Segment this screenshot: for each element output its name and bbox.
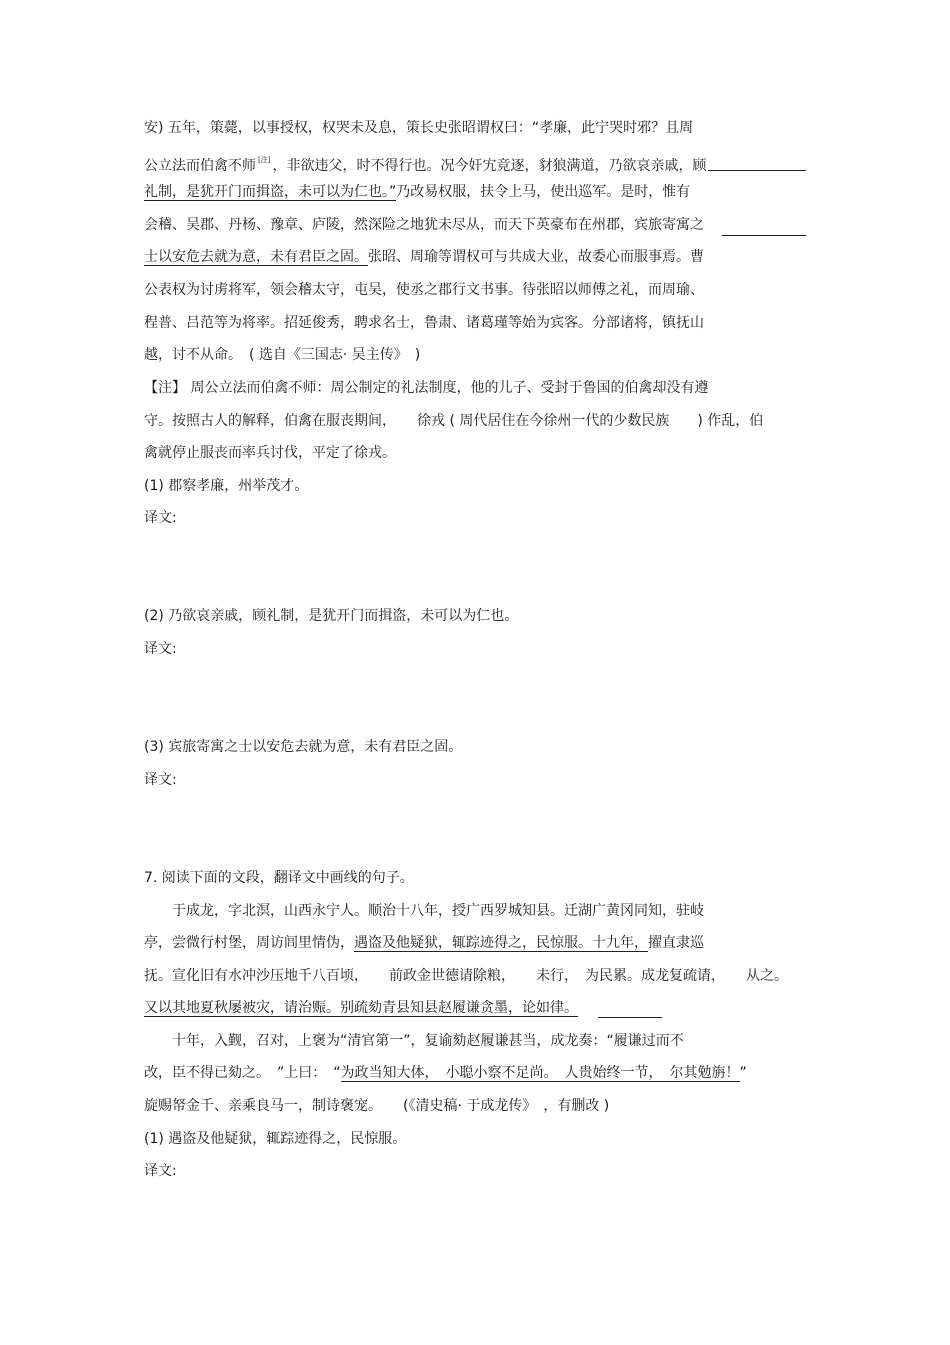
passage7-line-1: 于成龙，字北溟，山西永宁人。顺治十八年，授广西罗城知县。迁湖广黄冈同知，驻岐: [172, 903, 704, 919]
passage7-line-2: [144, 934, 704, 952]
passage7-line-4: [144, 999, 578, 1017]
underlined-text: 又以其地夏秋屡被灾，请治赈。别疏劾青县知县赵履谦贪墨，论如律。: [144, 1000, 578, 1016]
underline-rule: [722, 235, 806, 236]
passage-line-5: [144, 248, 704, 266]
passage-line-3: [144, 183, 690, 201]
underlined-text: 遇盗及他疑狱，辄踪迹得之，民惊服。: [354, 935, 592, 951]
passage7-line-3: 抚。宣化旧有水冲沙压地千八百顷， 前政金世德请除粮， 未行， 为民累。成龙复疏请， 从之。: [144, 968, 788, 984]
note-line-1: 【注】 周公立法而伯禽不师：周公制定的礼法制度，他的儿子、受封于鲁国的伯禽却没有遵: [144, 380, 709, 396]
underlined-text: 士以安危去就为意，未有君臣之固。: [144, 249, 368, 265]
answer-label: 译文:: [144, 1163, 177, 1179]
passage7-line-6: [144, 1064, 747, 1082]
underlined-text: 宾旅寄寓之: [634, 217, 704, 233]
passage7-line-7: 旋赐帑金千、亲乘良马一，制诗褒宠。 (《清史稿· 于成龙传》 ，有删改 ): [144, 1098, 610, 1114]
answer-label: 译文:: [144, 510, 177, 526]
underlined-text: 为政当知大体， 小聪小察不足尚。 人贵始终一节， 尔其勉旃！: [340, 1065, 740, 1081]
underlined-text: 十九年，: [592, 935, 648, 951]
passage-text: 擢直隶巡: [648, 935, 704, 951]
note-line-2: 守。按照古人的解释，伯禽在服丧期间， 徐戎 ( 周代居住在今徐州一代的少数民族 ) 作乱，伯: [144, 413, 764, 429]
question-7-title: 7. 阅读下面的文段，翻译文中画线的句子。: [144, 870, 414, 886]
question-2: (2) 乃欲哀亲戚，顾礼制，是犹开门而揖盗，未可以为仁也。: [144, 608, 519, 624]
passage-text: 张昭、周瑜等谓权可与共成大业，故委心而服事焉。曹: [368, 249, 704, 265]
passage-text: 公立法而伯禽不师: [144, 158, 256, 174]
underline-rule: [708, 170, 806, 171]
passage-text: ”: [739, 1065, 747, 1081]
passage-line-4: [144, 216, 704, 234]
passage-line-7: 程普、吕范等为将率。招延俊秀，聘求名士，鲁肃、诸葛瑾等始为宾客。分部诸将，镇抚山: [144, 315, 704, 331]
question-7-1: (1) 遇盗及他疑狱，辄踪迹得之，民惊服。: [144, 1131, 407, 1147]
passage-line-2: [144, 151, 706, 175]
underline-rule: [598, 1017, 662, 1018]
answer-label: 译文:: [144, 641, 177, 657]
question-1: (1) 郡察孝廉，州举茂才。: [144, 478, 309, 494]
passage-line-6: 公表权为讨虏将军，领会稽太守，屯吴，使丞之郡行文书事。待张昭以师傅之礼，而周瑜、: [144, 282, 704, 298]
underlined-text: 礼制，是犹开门而揖盗，未可以为仁也。”: [144, 184, 397, 200]
underlined-text: 哀亲戚，顾: [636, 158, 707, 174]
question-3: (3) 宾旅寄寓之士以安危去就为意，未有君臣之固。: [144, 739, 463, 755]
passage-text: 乃改易权服，扶令上马，使出巡军。是时，惟有: [396, 184, 691, 200]
answer-label: 译文:: [144, 772, 177, 788]
passage-text: ，非欲违父，时不得行也。况今奸宄竞逐，豺狼满道，乃欲: [272, 158, 637, 174]
passage-text: 会稽、吴郡、丹杨、豫章、庐陵，然深险之地犹未尽从，而天下英豪布在州郡，: [144, 217, 634, 233]
passage-text: 改，臣不得已劾之。 ”上曰： “: [144, 1065, 341, 1081]
passage-line-1: 安) 五年，策薨，以事授权，权哭未及息，策长史张昭谓权曰：“孝廉，此宁哭时邪？且周: [144, 120, 694, 136]
passage7-line-5: 十年，入觐，召对，上褒为“清官第一”，复谕劾赵履谦甚当，成龙奏：“履谦过而不: [172, 1033, 684, 1049]
note-line-3: 禽就停止服丧而率兵讨伐，平定了徐戎。: [144, 445, 396, 461]
footnote-marker: [注]: [258, 156, 271, 164]
passage-line-8: 越，讨不从命。 ( 选自《三国志· 吴主传》 ): [144, 347, 421, 363]
passage-text: 亭，尝微行村堡，周访闾里情伪，: [144, 935, 354, 951]
